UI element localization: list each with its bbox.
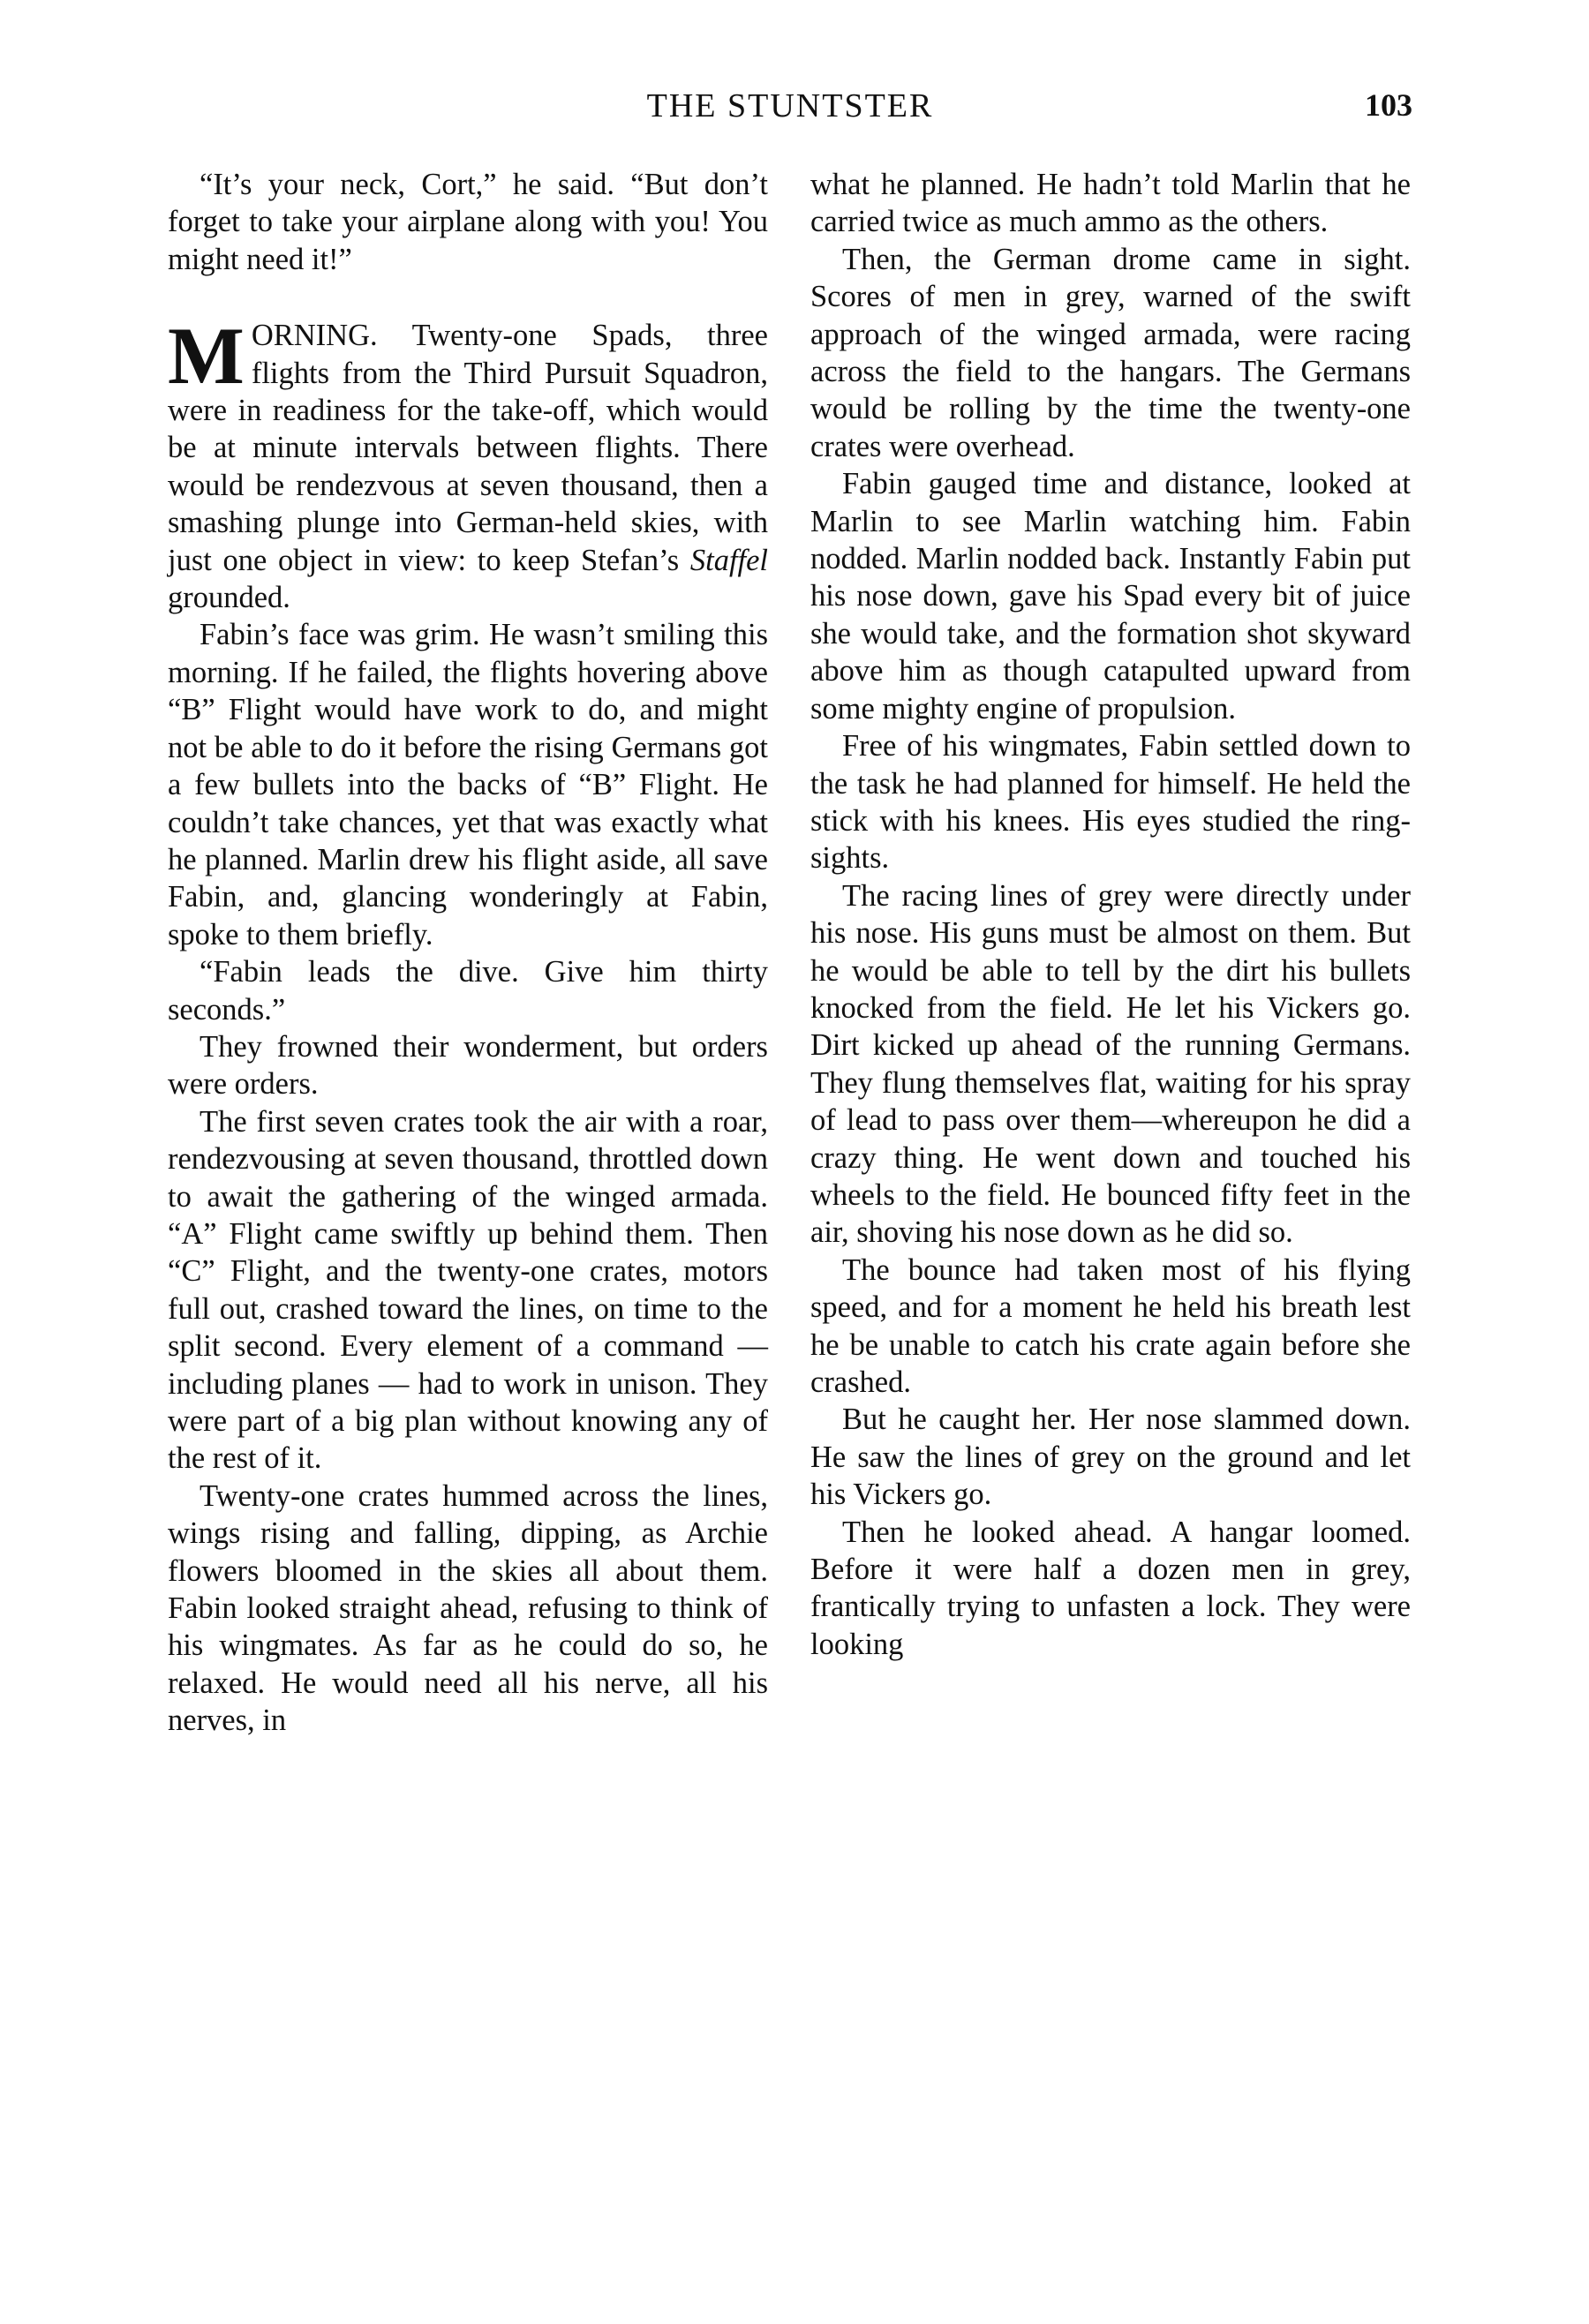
- drop-cap: M: [168, 311, 245, 402]
- paragraph: what he planned. He hadn’t told Marlin that he carried twice as much ammo as the others.: [810, 168, 1411, 239]
- right-column: [810, 166, 1411, 1663]
- paragraph: The bounce had taken most of his flying speed, and for a moment he held his breath lest he be unable to catch his crate again before she crashed.: [810, 1252, 1411, 1399]
- paragraph: Then he looked ahead. A hangar loomed. Before it were half a dozen men in grey, frantically trying to unfasten a lock. They were looking: [810, 1515, 1411, 1661]
- paragraph: Then, the German drome came in sight. Scores of men in grey, warned of the swift approach of the winged armada, were racing across the field to the hangars. The Germans would be rolling by the time the twenty-one crates were overhead.: [810, 242, 1411, 463]
- paragraph: Fabin’s face was grim. He wasn’t smiling this morning. If he failed, the flights hovering above “B” Flight would have work to do, and might not be able to do it before the rising Germans got a few bullets into the backs of “B” Flight. He couldn’t take chances, yet that was exactly what he planned. Marlin drew his flight aside, all save Fabin, and, glancing wonderingly at Fabin, spoke to them briefly.: [168, 618, 768, 951]
- paragraph: Free of his wingmates, Fabin settled down to the task he had planned for himself. He held the stick with his knees. His eyes studied the ring-sights.: [810, 729, 1411, 876]
- page-header: [168, 86, 1412, 139]
- italic-word: Staffel: [689, 543, 769, 577]
- paragraph: They frowned their wonderment, but orders were orders.: [168, 1029, 768, 1102]
- paragraph: Twenty-one crates hummed across the lines, wings rising and falling, dipping, as Archie flowers bloomed in the skies all about them. Fabin looked straight ahead, refusing to think of his wingmates. As far as he could do so, he relaxed. He would need all his nerve, all his nerves, in: [168, 1478, 768, 1738]
- paragraph: The first seven crates took the air with a roar, rendezvousing at seven thousand, throttled down to await the gathering of the winged armada. “A” Flight came swiftly up behind them. Then “C” Flight, and the twenty-one crates, motors full out, crashed toward the lines, on time to the split second. Every element of a command — including planes — had to work in unison. They were part of a big plan without knowing any of the rest of it.: [168, 1104, 768, 1476]
- paragraph-text-end: grounded.: [168, 581, 290, 615]
- paragraph: The racing lines of grey were directly under his nose. His guns must be almost on them. But he would be able to tell by the dirt his bullets knocked from the field. He let his Vickers go. Dirt kicked up ahead of the running Germans. They flung themselves flat, waiting for his spray of lead to pass over them—whereupon he did a crazy thing. He went down and touched his wheels to the field. He bounced fifty feet in the air, shoving his nose down as he did so.: [810, 878, 1411, 1250]
- paragraph: Fabin gauged time and distance, looked at Marlin to see Marlin watching him. Fabin nodded. Marlin nodded back. Instantly Fabin put his nose down, gave his Spad every bit of juice she would take, and the formation shot skyward above him as though catapulted upward from some mighty engine of propulsion.: [810, 467, 1411, 726]
- paragraph: “It’s your neck, Cort,” he said. “But don’t forget to take your airplane along with you! You might need it!”: [168, 168, 768, 276]
- paragraph: But he caught her. Her nose slammed down. He saw the lines of grey on the ground and let his Vickers go.: [810, 1403, 1411, 1512]
- page-number: 103: [1365, 87, 1412, 123]
- running-title: THE STUNTSTER: [646, 87, 934, 124]
- paragraph-text: ORNING. Twenty-one Spads, three flights from the Third Pursuit Squadron, were in readiness for the take-off, which would be at minute intervals between flights. There would be rendezvous at seven thousand, then a smashing plunge into German-held skies, with just one object in view: to keep Stefan’s: [168, 319, 768, 577]
- paragraph: “Fabin leads the dive. Give him thirty seconds.”: [168, 955, 768, 1027]
- section-start-paragraph: [168, 311, 769, 616]
- left-column: [168, 166, 768, 1740]
